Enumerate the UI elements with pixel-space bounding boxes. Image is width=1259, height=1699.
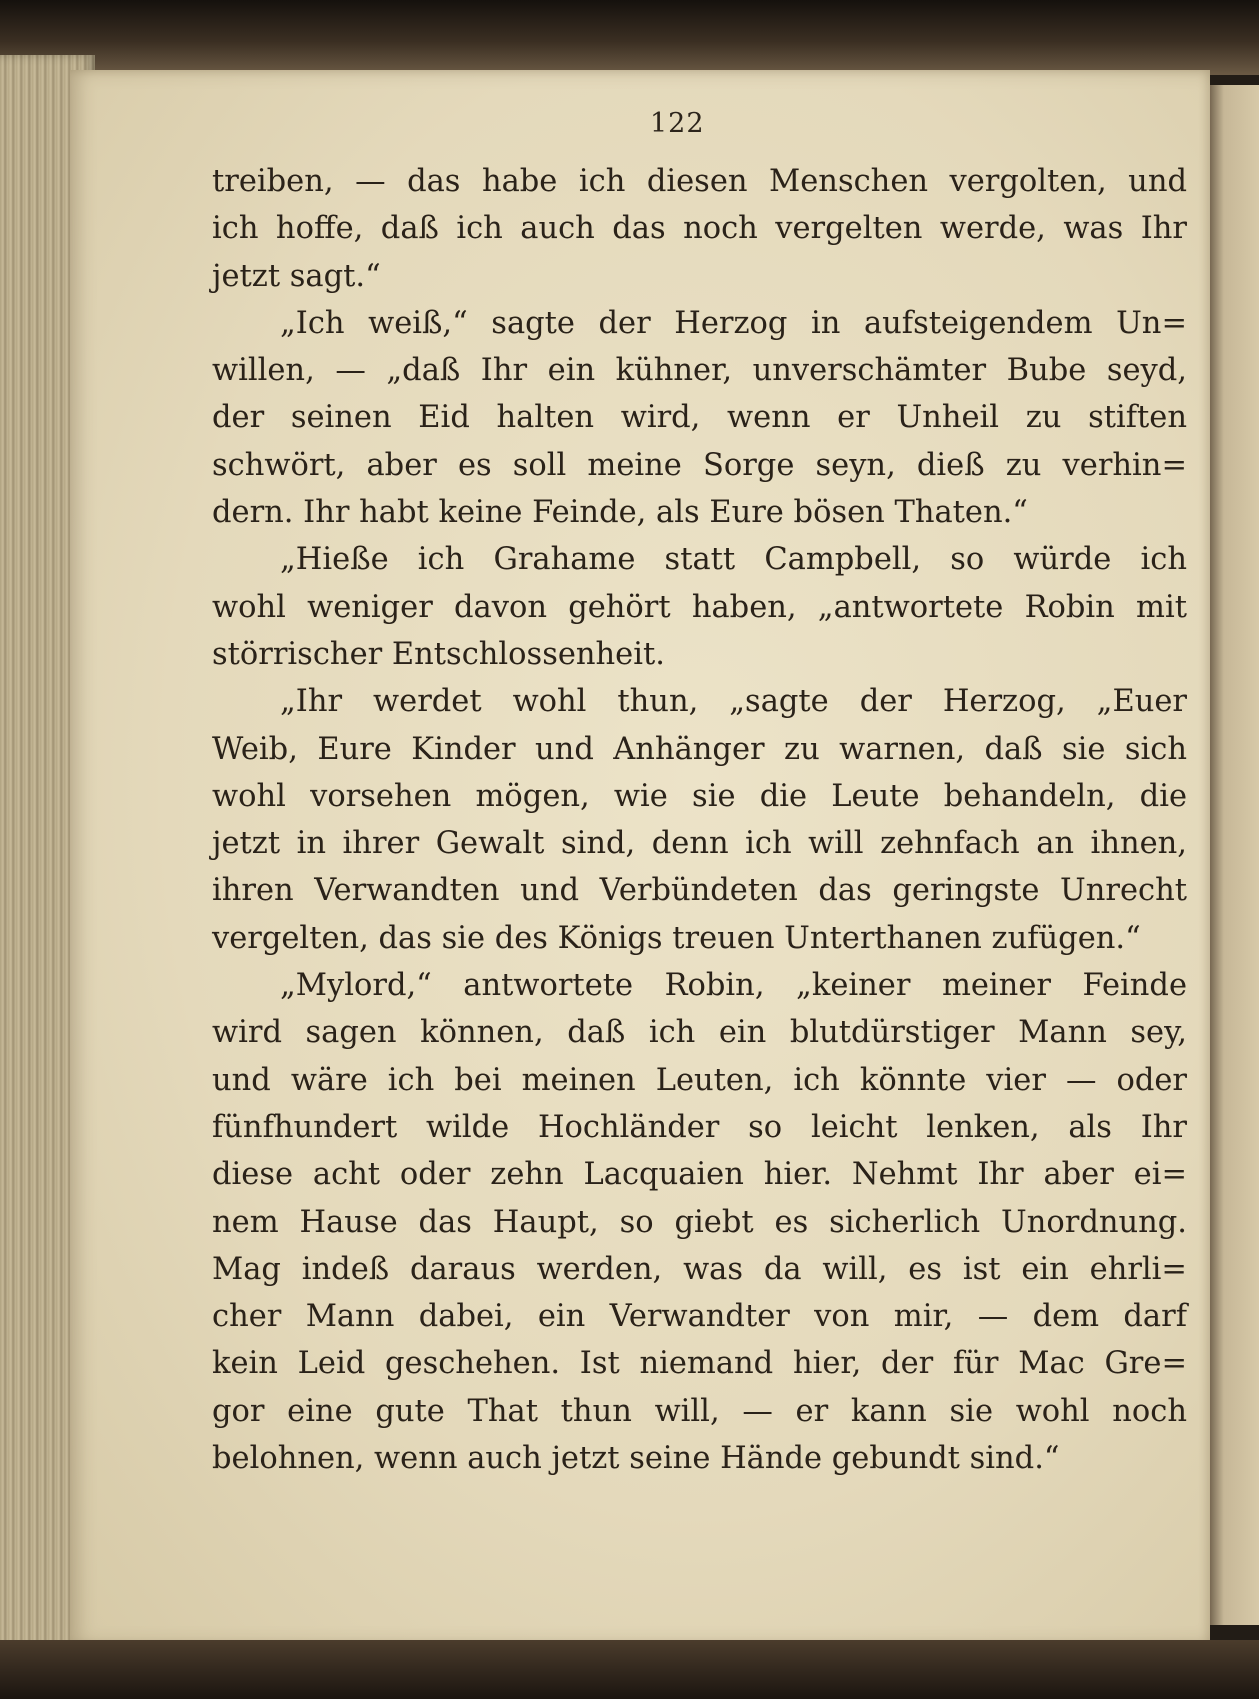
text-line: wohl weniger davon gehört haben, „antwortete Robin mit	[212, 589, 1187, 625]
book-binding	[0, 0, 1259, 75]
text-line: treiben, — das habe ich diesen Menschen vergolten, und	[212, 164, 1187, 199]
page-number: 122	[650, 108, 705, 139]
text-line: wohl vorsehen mögen, wie sie die Leute behandeln, die	[212, 778, 1187, 814]
text-line: Mag indeß daraus werden, was da will, es ist ein ehrli=	[212, 1251, 1187, 1287]
text-line: diese acht oder zehn Lacquaien hier. Nehmt Ihr aber ei=	[212, 1157, 1187, 1193]
text-line: nem Hause das Haupt, so giebt es sicherlich Unordnung.	[212, 1204, 1187, 1240]
bottom-shadow	[0, 1640, 1259, 1699]
text-line: schwört, aber es soll meine Sorge seyn, dieß zu verhin=	[212, 447, 1187, 483]
text-line: gor eine gute That thun will, — er kann sie wohl noch	[212, 1393, 1187, 1429]
body-text	[212, 158, 1187, 1482]
text-line: „Ich weiß,“ sagte der Herzog in aufsteigendem Un=	[280, 305, 1187, 341]
text-line: jetzt in ihrer Gewalt sind, denn ich will zehnfach an ihnen,	[212, 826, 1187, 862]
text-line: ihren Verwandten und Verbündeten das geringste Unrecht	[212, 873, 1187, 909]
text-line: vergelten, das sie des Königs treuen Unterthanen zufügen.“	[212, 920, 1141, 956]
text-line: „Ihr werdet wohl thun, „sagte der Herzog, „Euer	[280, 684, 1187, 720]
text-line: dern. Ihr habt keine Feinde, als Eure bösen Thaten.“	[212, 495, 1028, 531]
text-line: und wäre ich bei meinen Leuten, ich könnte vier — oder	[212, 1062, 1187, 1098]
text-line: willen, — „daß Ihr ein kühner, unverschämter Bube seyd,	[212, 353, 1187, 389]
text-line: belohnen, wenn auch jetzt seine Hände gebundt sind.“	[212, 1441, 1060, 1477]
text-line: kein Leid geschehen. Ist niemand hier, der für Mac Gre=	[212, 1346, 1187, 1382]
text-line: Weib, Eure Kinder und Anhänger zu warnen, daß sie sich	[212, 731, 1187, 767]
text-line: jetzt sagt.“	[212, 258, 381, 294]
text-line: „Hieße ich Grahame statt Campbell, so würde ich	[280, 542, 1187, 578]
text-line: störrischer Entschlossenheit.	[212, 636, 665, 672]
text-line: ich hoffe, daß ich auch das noch vergelten werde, was Ihr	[212, 211, 1187, 247]
facing-page-edge	[1205, 85, 1259, 1625]
text-line: „Mylord,“ antwortete Robin, „keiner meiner Feinde	[280, 968, 1187, 1004]
text-line: cher Mann dabei, ein Verwandter von mir, — dem darf	[212, 1299, 1187, 1335]
text-line: der seinen Eid halten wird, wenn er Unheil zu stiften	[212, 400, 1187, 436]
text-line: wird sagen können, daß ich ein blutdürstiger Mann sey,	[212, 1015, 1187, 1051]
text-line: fünfhundert wilde Hochländer so leicht lenken, als Ihr	[212, 1109, 1187, 1145]
